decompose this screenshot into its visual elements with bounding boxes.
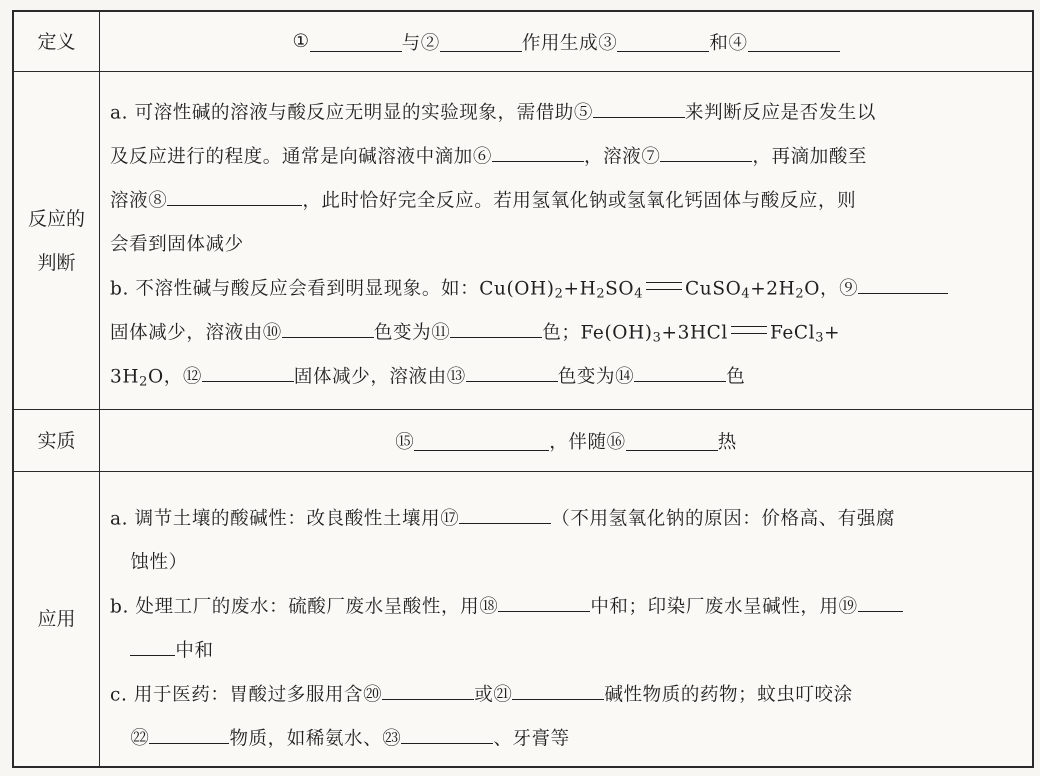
- application-c-line1: [110, 680, 853, 706]
- essence-text-3: 热: [717, 431, 737, 453]
- judgment-b-l1-t3: CuSO: [685, 278, 742, 300]
- application-a-l2: 蚀性）: [130, 552, 188, 573]
- sub-4: 4: [741, 286, 751, 302]
- blank-18[interactable]: [498, 592, 590, 612]
- judgment-a-l2-pre: 及反应进行的程度。通常是向碱溶液中滴加⑥: [110, 146, 493, 168]
- essence-text-2: ，伴随⑯: [549, 431, 626, 453]
- essence-content: [100, 410, 1032, 471]
- blank-6[interactable]: [492, 142, 584, 162]
- judgment-b-l3-pre: 3H: [110, 366, 140, 388]
- judgment-a-l1-pre: a. 可溶性碱的溶液与酸反应无明显的实验现象，需借助⑤: [110, 102, 593, 124]
- application-a-line1: [110, 504, 895, 530]
- blank-19b[interactable]: [130, 636, 175, 656]
- judgment-b-l1-t2: SO: [605, 278, 635, 300]
- blank-15[interactable]: [414, 430, 549, 450]
- label-judgment: [14, 72, 100, 409]
- blank-16[interactable]: [626, 430, 718, 450]
- judgment-b-l3-mid1: 固体减少，溶液由⑬: [293, 366, 466, 388]
- blank-3[interactable]: [617, 31, 709, 51]
- blank-4[interactable]: [748, 31, 840, 51]
- blank-5[interactable]: [593, 98, 685, 118]
- judgment-b-line2: [110, 318, 840, 346]
- label-application: 应用: [14, 472, 100, 766]
- blank-14[interactable]: [634, 362, 726, 382]
- judgment-b-l3-post: 色: [726, 366, 746, 388]
- blank-1[interactable]: [310, 31, 402, 51]
- application-b-l2: 中和: [175, 640, 214, 662]
- row-judgment: [14, 72, 1032, 410]
- judgment-a-line3: [110, 186, 856, 212]
- blank-9[interactable]: [858, 274, 948, 294]
- application-b-l1-post: 中和；印染厂废水呈碱性，用⑲: [590, 596, 858, 618]
- blank-13[interactable]: [466, 362, 558, 382]
- judgment-b-l2-mid2: 色；Fe(OH): [542, 322, 653, 344]
- judgment-a-l3-post: ，此时恰好完全反应。若用氢氧化钠或氢氧化钙固体与酸反应，则: [302, 190, 857, 212]
- sub-8: 2: [139, 374, 148, 390]
- application-c-l1-mid: 或㉑: [474, 684, 513, 706]
- sub-2: 2: [596, 286, 606, 302]
- judgment-content: [100, 72, 1032, 409]
- blank-12[interactable]: [202, 362, 294, 382]
- judgment-b-line3: [110, 362, 745, 390]
- sub-1: 2: [554, 286, 564, 302]
- blank-17[interactable]: [459, 504, 551, 524]
- row-definition: [14, 12, 1032, 72]
- judgment-b-l3-mid2: 色变为⑭: [557, 366, 635, 388]
- definition-text-4: 和④: [709, 32, 748, 54]
- equals-sign-2: [731, 326, 767, 334]
- definition-text-3: 作用生成③: [521, 32, 618, 54]
- blank-23[interactable]: [401, 724, 493, 744]
- label-definition: 定义: [14, 12, 100, 71]
- definition-content: [100, 12, 1032, 71]
- equals-sign: [646, 282, 682, 290]
- application-b-l1-pre: b. 处理工厂的废水：硫酸厂废水呈酸性，用⑱: [110, 596, 499, 618]
- blank-7[interactable]: [660, 142, 752, 162]
- label-judgment-line2: 判断: [37, 251, 76, 274]
- row-essence: [14, 410, 1032, 472]
- judgment-b-l1-t1: +H: [563, 278, 597, 300]
- application-c-l1-post: 碱性物质的药物；蚊虫叮咬涂: [604, 684, 853, 706]
- judgment-b-l2-pre: 固体减少，溶液由⑩: [110, 322, 282, 344]
- judgment-b-l2-t1: +3HCl: [661, 322, 728, 344]
- blank-20[interactable]: [382, 680, 474, 700]
- judgment-b-l1-t5: O，⑨: [804, 278, 859, 300]
- application-a-l1-post: （不用氢氧化钠的原因：价格高、有强腐: [551, 508, 896, 530]
- blank-22[interactable]: [149, 724, 229, 744]
- application-a-line2: [110, 548, 188, 574]
- judgment-b-l1-pre: b. 不溶性碱与酸反应会看到明显现象。如：Cu(OH): [110, 278, 555, 300]
- application-b-line2: [110, 636, 214, 662]
- judgment-a-l4: 会看到固体减少: [110, 234, 244, 255]
- judgment-b-l1-t4: +2H: [750, 278, 796, 300]
- row-application: [14, 472, 1032, 766]
- label-judgment-line1: 反应的: [27, 207, 85, 230]
- judgment-b-line1: [110, 274, 948, 302]
- application-content: [100, 472, 1032, 766]
- judgment-a-l2-mid: ，溶液⑦: [584, 146, 661, 168]
- application-c-l2-mid: 物质，如稀氨水、㉓: [229, 728, 402, 750]
- definition-text-1: ①: [292, 31, 310, 52]
- sub-3: 4: [634, 286, 644, 302]
- blank-11[interactable]: [450, 318, 542, 338]
- application-c-l2-pre: ㉒: [130, 728, 150, 750]
- judgment-a-l2-post: ，再滴加酸至: [752, 146, 868, 168]
- judgment-a-l1-post: 来判断反应是否发生以: [685, 102, 877, 124]
- application-a-l1-pre: a. 调节土壤的酸碱性：改良酸性土壤用⑰: [110, 508, 460, 530]
- judgment-a-line1: [110, 98, 876, 124]
- application-c-l1-pre: c. 用于医药：胃酸过多服用含⑳: [110, 684, 383, 706]
- knowledge-table: [12, 10, 1034, 768]
- label-essence: 实质: [14, 410, 100, 471]
- judgment-b-l2-t3: +: [824, 322, 841, 344]
- blank-19a[interactable]: [858, 592, 903, 612]
- essence-text-1: ⑮: [395, 431, 415, 453]
- blank-8[interactable]: [167, 186, 302, 206]
- judgment-b-l2-mid1: 色变为⑪: [373, 322, 451, 344]
- judgment-a-l3-pre: 溶液⑧: [110, 190, 168, 212]
- judgment-a-line2: [110, 142, 867, 168]
- sub-5: 2: [795, 286, 805, 302]
- sub-6: 3: [652, 330, 662, 346]
- blank-2[interactable]: [440, 31, 522, 51]
- judgment-b-l2-t2: FeCl: [769, 322, 816, 344]
- judgment-a-line4: [110, 230, 244, 256]
- judgment-b-l3-t1: O，⑫: [147, 366, 202, 388]
- application-c-l2-post: 、牙膏等: [493, 728, 570, 750]
- application-c-line2: [110, 724, 570, 750]
- application-b-line1: [110, 592, 903, 618]
- blank-21[interactable]: [512, 680, 604, 700]
- blank-10[interactable]: [282, 318, 374, 338]
- sub-7: 3: [815, 330, 825, 346]
- definition-text-2: 与②: [401, 32, 440, 54]
